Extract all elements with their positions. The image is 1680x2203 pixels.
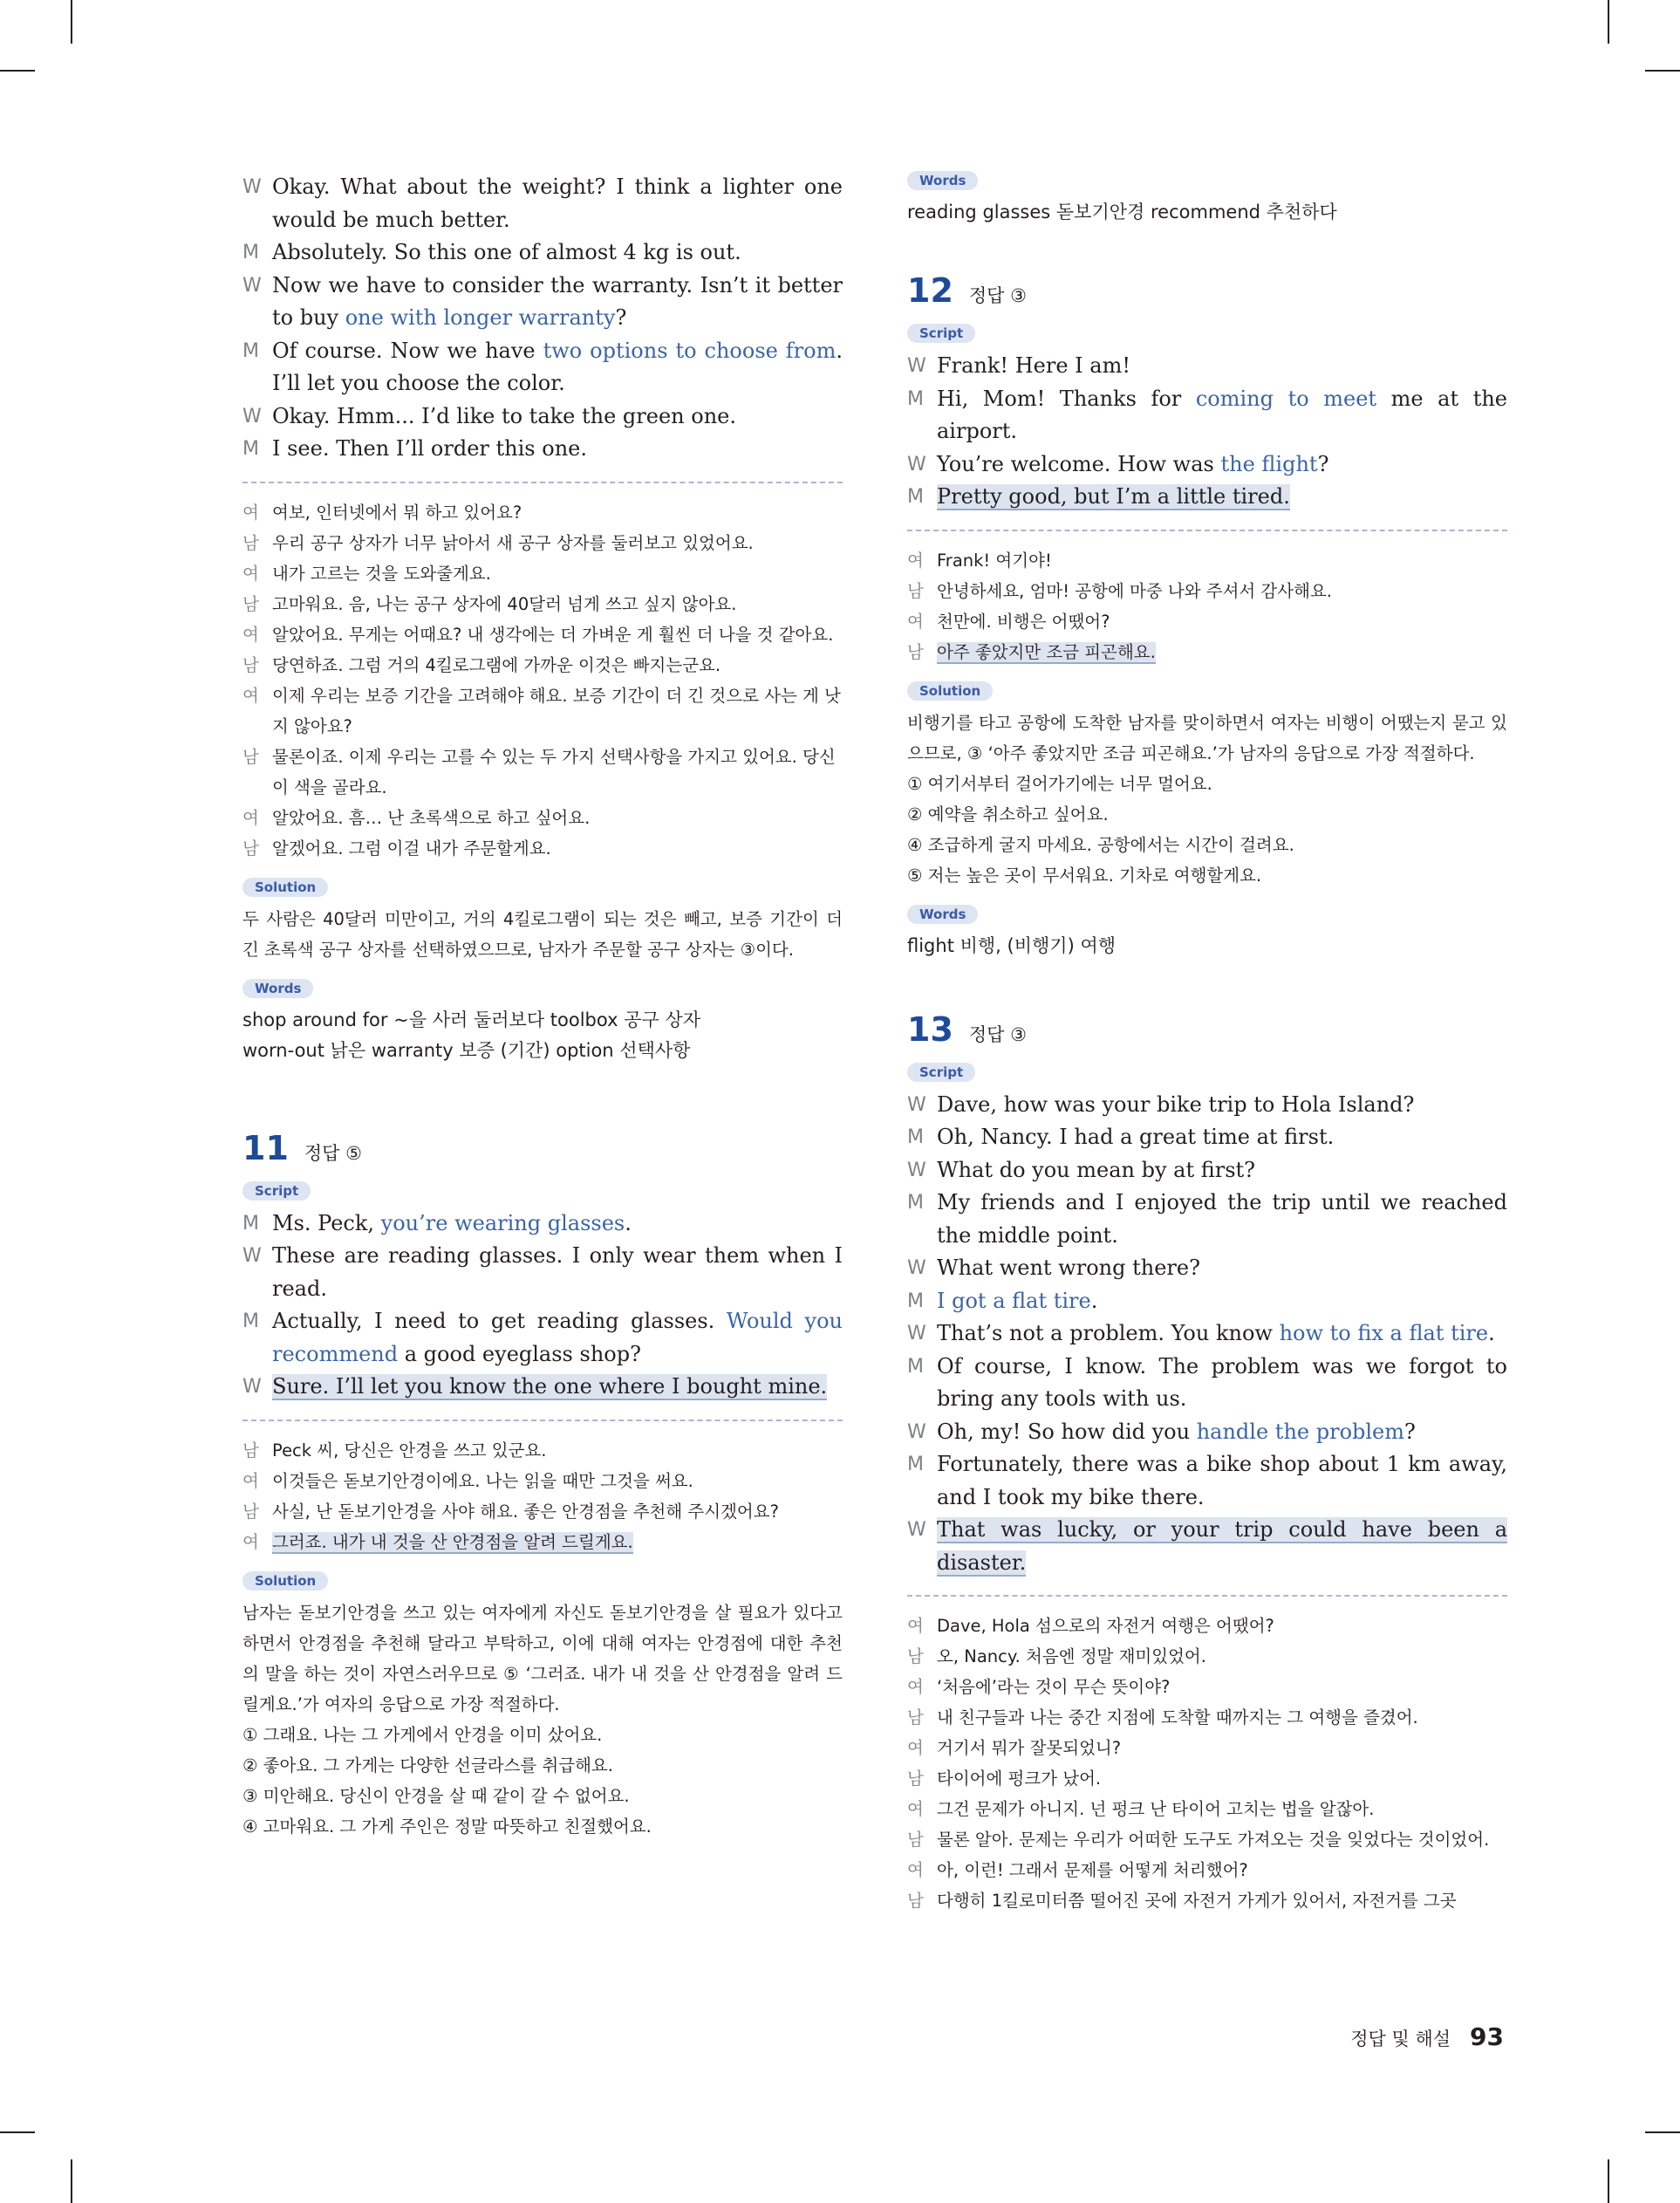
dialogue-line xyxy=(907,1154,1507,1187)
answer-label: 정답 ③ xyxy=(968,285,1027,306)
translation-line xyxy=(907,1702,1507,1733)
translation-text: 당연하죠. 그럼 거의 4킬로그램에 가까운 이것은 빠지는군요. xyxy=(272,654,721,675)
speaker-label: 여 xyxy=(242,624,259,645)
speaker-label: 여 xyxy=(907,1616,924,1636)
translation-line xyxy=(907,606,1507,637)
korean-q10-continued xyxy=(242,497,843,864)
translation-line xyxy=(907,1641,1507,1672)
script-q11 xyxy=(242,1208,843,1404)
dialogue-text: Frank! Here I am! xyxy=(937,353,1130,378)
words-line: shop around for ~을 사러 둘러보다 toolbox 공구 상자 xyxy=(242,1009,701,1030)
words-line: worn-out 낡은 warranty 보증 (기간) option 선택사항 xyxy=(242,1039,691,1061)
dialogue-text: Hi, Mom! Thanks for xyxy=(937,386,1196,411)
translation-line xyxy=(907,637,1507,667)
answer-sentence: 그러죠. 내가 내 것을 산 안경점을 알려 드릴게요. xyxy=(272,1531,633,1552)
dialogue-text: Oh, my! So how did you xyxy=(937,1419,1197,1444)
speaker-label: 여 xyxy=(907,1799,924,1819)
translation-line xyxy=(242,497,843,528)
translation-line xyxy=(242,1466,843,1496)
answer-sentence: 아주 좋았지만 조금 피곤해요. xyxy=(937,641,1156,662)
translation-line xyxy=(242,803,843,833)
question-13-header xyxy=(907,1010,1507,1049)
translation-text: 이제 우리는 보증 기간을 고려해야 해요. 보증 기간이 더 긴 것으로 사는 게 낫지 않아요? xyxy=(272,685,841,736)
translation-text: 내가 고르는 것을 도와줄게요. xyxy=(272,563,491,584)
footer-label: 정답 및 해설 xyxy=(1350,2029,1451,2049)
speaker-label: M xyxy=(907,1454,924,1475)
words-line: flight 비행, (비행기) 여행 xyxy=(907,934,1117,956)
translation-text: 사실, 난 돋보기안경을 사야 해요. 좋은 안경점을 추천해 주시겠어요? xyxy=(272,1501,779,1522)
key-phrase: two options to choose from xyxy=(543,338,837,363)
speaker-label: 남 xyxy=(242,1501,259,1522)
solution-text: 남자는 돋보기안경을 쓰고 있는 여자에게 자신도 돋보기안경을 살 필요가 있다고 하면서 안경점을 추천해 달라고 부탁하고, 이에 대해 여자는 안경점에 대한 추천의 말을 하는 것이 자연스러우므로 ⑤ ‘그러죠. 내가 내 것을 산 안경점을 알려 드릴게요.’가 여자의 응답으로 가장 적절하다. xyxy=(242,1602,843,1714)
divider xyxy=(242,1420,843,1421)
crop-mark xyxy=(1608,2159,1609,2203)
speaker-label: 남 xyxy=(242,532,259,553)
dialogue-text: ? xyxy=(1404,1419,1416,1444)
speaker-label: M xyxy=(242,242,259,263)
key-phrase: handle the problem xyxy=(1196,1419,1405,1444)
speaker-label: 남 xyxy=(907,1769,924,1789)
speaker-label: M xyxy=(242,438,259,460)
dialogue-text: me at the airport. xyxy=(937,386,1508,443)
translation-line xyxy=(907,1824,1507,1855)
dialogue-line xyxy=(907,1285,1507,1318)
translation-line xyxy=(242,650,843,681)
speaker-label: M xyxy=(907,1192,924,1214)
solution-label: Solution xyxy=(242,878,328,897)
dialogue-text: Ms. Peck, xyxy=(272,1210,381,1235)
speaker-label: 여 xyxy=(907,1677,924,1697)
key-phrase: you’re wearing glasses xyxy=(380,1210,625,1235)
crop-mark xyxy=(0,70,35,72)
words-label: Words xyxy=(907,905,978,924)
dialogue-text: Of course, I know. The problem was we forgot to bring any tools with us. xyxy=(937,1353,1507,1411)
speaker-label: W xyxy=(907,1159,926,1181)
answer-label: 정답 ⑤ xyxy=(304,1142,362,1164)
dialogue-line xyxy=(242,1208,843,1241)
key-phrase: I got a flat tire xyxy=(937,1288,1091,1313)
answer-sentence: Pretty good, but I’m a little tired. xyxy=(937,484,1290,509)
speaker-label: M xyxy=(907,387,924,410)
translation-text: 물론 알아. 문제는 우리가 어떠한 도구도 가져오는 것을 잊었다는 것이었어. xyxy=(937,1830,1490,1850)
option-item: ④ 고마워요. 그 가게 주인은 정말 따뜻하고 친절했어요. xyxy=(242,1816,652,1837)
dialogue-line xyxy=(242,1240,843,1305)
dialogue-line xyxy=(907,1187,1507,1252)
dialogue-line xyxy=(242,236,843,270)
question-number: 12 xyxy=(907,271,953,310)
translation-line xyxy=(907,1855,1507,1885)
divider xyxy=(907,530,1507,531)
dialogue-text: ? xyxy=(615,305,627,330)
dialogue-text: a good eyeglass shop? xyxy=(398,1341,641,1366)
question-12-header xyxy=(907,271,1507,310)
script-label: Script xyxy=(907,324,975,343)
solution-label: Solution xyxy=(242,1571,328,1591)
speaker-label: M xyxy=(242,1212,259,1235)
translation-line xyxy=(242,558,843,589)
words-line: reading glasses 돋보기안경 recommend 추천하다 xyxy=(907,202,1337,222)
right-column xyxy=(907,171,1507,1916)
option-item: ⑤ 저는 높은 곳이 무서워요. 기차로 여행할게요. xyxy=(907,865,1262,886)
translation-line xyxy=(907,1672,1507,1702)
dialogue-line xyxy=(907,1514,1507,1579)
dialogue-line xyxy=(907,481,1507,514)
dialogue-line xyxy=(242,433,843,466)
translation-line xyxy=(242,619,843,650)
speaker-label: 남 xyxy=(907,1646,924,1666)
speaker-label: 여 xyxy=(907,1860,924,1880)
speaker-label: 남 xyxy=(242,838,259,859)
answer-sentence: Sure. I’ll let you know the one where I bought mine. xyxy=(272,1374,828,1399)
option-item: ② 예약을 취소하고 싶어요. xyxy=(907,804,1109,824)
translation-line xyxy=(907,1885,1507,1916)
dialogue-line xyxy=(907,1317,1507,1351)
translation-line xyxy=(242,528,843,558)
translation-text: Peck 씨, 당신은 안경을 쓰고 있군요. xyxy=(272,1440,547,1461)
translation-line xyxy=(242,833,843,864)
speaker-label: 여 xyxy=(242,563,259,584)
translation-line xyxy=(907,1794,1507,1824)
speaker-label: 여 xyxy=(907,611,924,632)
left-column xyxy=(242,171,843,1842)
dialogue-text: Absolutely. So this one of almost 4 kg is out. xyxy=(272,240,741,264)
speaker-label: W xyxy=(242,405,262,428)
translation-text: 내 친구들과 나는 중간 지점에 도착할 때까지는 그 여행을 즐겼어. xyxy=(937,1707,1418,1728)
option-item: ③ 미안해요. 당신이 안경을 살 때 같이 갈 수 없어요. xyxy=(242,1785,630,1806)
dialogue-line xyxy=(907,1089,1507,1122)
option-item: ② 좋아요. 그 가게는 다양한 선글라스를 취급해요. xyxy=(242,1755,613,1775)
crop-mark xyxy=(71,2159,72,2203)
speaker-label: 여 xyxy=(242,1531,259,1552)
question-11-header xyxy=(242,1129,843,1167)
speaker-label: W xyxy=(907,355,926,377)
speaker-label: 남 xyxy=(907,641,924,662)
translation-text: 알았어요. 무게는 어때요? 내 생각에는 더 가벼운 게 훨씬 더 나을 것 같아요. xyxy=(272,624,834,645)
speaker-label: M xyxy=(242,1310,259,1332)
dialogue-text: ? xyxy=(1317,451,1329,476)
translation-text: 그건 문제가 아니지. 넌 펑크 난 타이어 고치는 법을 알잖아. xyxy=(937,1799,1375,1819)
dialogue-text: What do you mean by at first? xyxy=(937,1157,1256,1182)
words-label: Words xyxy=(242,979,313,998)
dialogue-line xyxy=(907,1121,1507,1154)
dialogue-text: Dave, how was your bike trip to Hola Island? xyxy=(937,1091,1415,1117)
option-item: ① 그래요. 나는 그 가게에서 안경을 이미 샀어요. xyxy=(242,1724,603,1745)
speaker-label: W xyxy=(907,1519,926,1541)
page-footer xyxy=(1350,2022,1504,2051)
translation-text: 안녕하세요, 엄마! 공항에 마중 나와 주셔서 감사해요. xyxy=(937,580,1332,601)
crop-mark xyxy=(71,0,72,44)
dialogue-line xyxy=(242,400,843,434)
dialogue-text: . I’ll let you choose the color. xyxy=(272,338,843,395)
dialogue-line xyxy=(242,335,843,400)
speaker-label: W xyxy=(907,1257,926,1279)
translation-text: 다행히 1킬로미터쯤 떨어진 곳에 자전거 가게가 있어서, 자전거를 그곳 xyxy=(937,1891,1457,1911)
option-item: ④ 조급하게 굴지 마세요. 공항에서는 시간이 걸려요. xyxy=(907,834,1294,855)
dialogue-text: I see. Then I’ll order this one. xyxy=(272,436,587,461)
dialogue-line xyxy=(907,1351,1507,1416)
speaker-label: 여 xyxy=(242,1470,259,1491)
translation-text: ‘처음에’라는 것이 무슨 뜻이야? xyxy=(937,1677,1171,1697)
translation-text: 물론이죠. 이제 우리는 고를 수 있는 두 가지 선택사항을 가지고 있어요. 당신이 색을 골라요. xyxy=(272,746,836,797)
dialogue-line xyxy=(907,1252,1507,1285)
translation-text: 우리 공구 상자가 너무 낡아서 새 공구 상자를 둘러보고 있었어요. xyxy=(272,532,754,553)
translation-line xyxy=(242,742,843,803)
divider xyxy=(242,482,843,483)
dialogue-text: . xyxy=(625,1210,632,1235)
translation-line xyxy=(242,1527,843,1557)
script-q13 xyxy=(907,1089,1507,1580)
answer-sentence: That was lucky, or your trip could have been a disaster. xyxy=(937,1517,1507,1575)
speaker-label: W xyxy=(242,176,262,198)
korean-q13 xyxy=(907,1611,1507,1916)
translation-text: 천만에. 비행은 어땠어? xyxy=(937,611,1110,632)
translation-text: 아, 이런! 그래서 문제를 어떻게 처리했어? xyxy=(937,1860,1248,1880)
speaker-label: W xyxy=(907,453,926,475)
key-phrase: one with longer warranty xyxy=(345,305,616,330)
dialogue-text: You’re welcome. How was xyxy=(937,451,1221,476)
translation-text: Frank! 여기야! xyxy=(937,550,1052,571)
translation-text: 여보, 인터넷에서 뭐 하고 있어요? xyxy=(272,502,522,523)
dialogue-text: Actually, I need to get reading glasses. xyxy=(272,1309,727,1333)
translation-line xyxy=(907,1763,1507,1794)
dialogue-line xyxy=(907,1448,1507,1514)
speaker-label: 여 xyxy=(242,502,259,523)
crop-mark xyxy=(1645,70,1680,72)
speaker-label: M xyxy=(907,1355,924,1378)
dialogue-text: My friends and I enjoyed the trip until we reached the middle point. xyxy=(937,1190,1507,1248)
speaker-label: W xyxy=(242,1245,262,1267)
speaker-label: W xyxy=(242,1376,262,1398)
speaker-label: 남 xyxy=(907,1707,924,1728)
dialogue-text: What went wrong there? xyxy=(937,1255,1200,1280)
dialogue-line xyxy=(907,448,1507,482)
dialogue-line xyxy=(242,171,843,236)
translation-line xyxy=(242,1435,843,1466)
script-q12 xyxy=(907,350,1507,514)
words-label: Words xyxy=(907,171,978,190)
dialogue-line xyxy=(242,1371,843,1404)
speaker-label: M xyxy=(907,486,924,508)
speaker-label: 여 xyxy=(907,1738,924,1758)
dialogue-line xyxy=(907,1416,1507,1449)
speaker-label: M xyxy=(907,1126,924,1148)
dialogue-text: Okay. Hmm... I’d like to take the green one. xyxy=(272,403,736,428)
solution-label: Solution xyxy=(907,681,993,701)
script-q10-continued xyxy=(242,171,843,466)
translation-line xyxy=(242,1496,843,1527)
dialogue-text: That’s not a problem. You know xyxy=(937,1321,1280,1345)
translation-text: 고마워요. 음, 나는 공구 상자에 40달러 넘게 쓰고 싶지 않아요. xyxy=(272,593,737,614)
dialogue-text: . xyxy=(1488,1321,1495,1345)
translation-line xyxy=(907,1733,1507,1763)
divider xyxy=(907,1595,1507,1597)
dialogue-line xyxy=(242,1305,843,1371)
translation-text: 알겠어요. 그럼 이걸 내가 주문할게요. xyxy=(272,838,551,859)
speaker-label: 여 xyxy=(242,807,259,828)
translation-line xyxy=(907,576,1507,606)
crop-mark xyxy=(0,2131,35,2133)
speaker-label: 남 xyxy=(242,593,259,614)
dialogue-line xyxy=(242,270,843,335)
dialogue-text: These are reading glasses. I only wear them when I read. xyxy=(272,1243,843,1301)
speaker-label: 여 xyxy=(907,550,924,571)
dialogue-text: Of course. Now we have xyxy=(272,338,543,363)
speaker-label: M xyxy=(242,339,259,362)
question-number: 11 xyxy=(242,1128,289,1167)
answer-label: 정답 ③ xyxy=(968,1023,1027,1045)
korean-q11 xyxy=(242,1435,843,1557)
speaker-label: W xyxy=(907,1323,926,1344)
speaker-label: W xyxy=(907,1420,926,1443)
speaker-label: W xyxy=(242,274,262,297)
question-number: 13 xyxy=(907,1009,953,1049)
crop-mark xyxy=(1645,2131,1680,2133)
translation-text: Dave, Hola 섬으로의 자전거 여행은 어땠어? xyxy=(937,1616,1274,1636)
speaker-label: 남 xyxy=(907,1830,924,1850)
dialogue-text: Now we have to consider the warranty. Isn’t it better to buy xyxy=(272,272,843,330)
dialogue-line xyxy=(907,350,1507,383)
translation-line xyxy=(907,545,1507,576)
key-phrase: coming to meet xyxy=(1195,386,1377,411)
speaker-label: 남 xyxy=(907,1891,924,1911)
speaker-label: 남 xyxy=(907,580,924,601)
key-phrase: Would you recommend xyxy=(272,1309,843,1366)
solution-text: 비행기를 타고 공항에 도착한 남자를 맞이하면서 여자는 비행이 어땠는지 묻고 있으므로, ③ ‘아주 좋았지만 조금 피곤해요.’가 남자의 응답으로 가장 적절하다. xyxy=(907,712,1507,763)
speaker-label: 남 xyxy=(242,654,259,675)
translation-text: 이것들은 돋보기안경이에요. 나는 읽을 때만 그것을 써요. xyxy=(272,1470,693,1491)
korean-q12 xyxy=(907,545,1507,667)
key-phrase: the flight xyxy=(1220,451,1318,476)
translation-line xyxy=(907,1611,1507,1641)
option-item: ① 여기서부터 걸어가기에는 너무 멀어요. xyxy=(907,773,1212,794)
dialogue-text: Oh, Nancy. I had a great time at first. xyxy=(937,1125,1335,1149)
dialogue-text: Fortunately, there was a bike shop about 1 km away, and I took my bike there. xyxy=(937,1452,1507,1509)
speaker-label: 여 xyxy=(242,685,259,706)
key-phrase: how to fix a flat tire xyxy=(1279,1321,1489,1345)
script-label: Script xyxy=(242,1181,311,1201)
speaker-label: 남 xyxy=(242,746,259,767)
dialogue-line xyxy=(907,383,1507,448)
page-number: 93 xyxy=(1470,2022,1504,2051)
translation-line xyxy=(242,589,843,619)
translation-text: 거기서 뭐가 잘못되었니? xyxy=(937,1738,1122,1758)
speaker-label: 남 xyxy=(242,1440,259,1461)
dialogue-text: Okay. What about the weight? I think a lighter one would be much better. xyxy=(272,174,843,232)
speaker-label: M xyxy=(907,1290,924,1312)
translation-line xyxy=(242,681,843,742)
crop-mark xyxy=(1608,0,1609,44)
solution-text: 두 사람은 40달러 미만이고, 거의 4킬로그램이 되는 것은 빼고, 보증 기간이 더 긴 초록색 공구 상자를 선택하였으므로, 남자가 주문할 공구 상자는 ③이다. xyxy=(242,908,843,960)
speaker-label: W xyxy=(907,1093,926,1116)
dialogue-text: . xyxy=(1090,1288,1098,1313)
translation-text: 알았어요. 흠… 난 초록색으로 하고 싶어요. xyxy=(272,807,591,828)
script-label: Script xyxy=(907,1063,975,1082)
translation-text: 타이어에 펑크가 났어. xyxy=(937,1769,1102,1789)
translation-text: 오, Nancy. 처음엔 정말 재미있었어. xyxy=(937,1646,1206,1666)
